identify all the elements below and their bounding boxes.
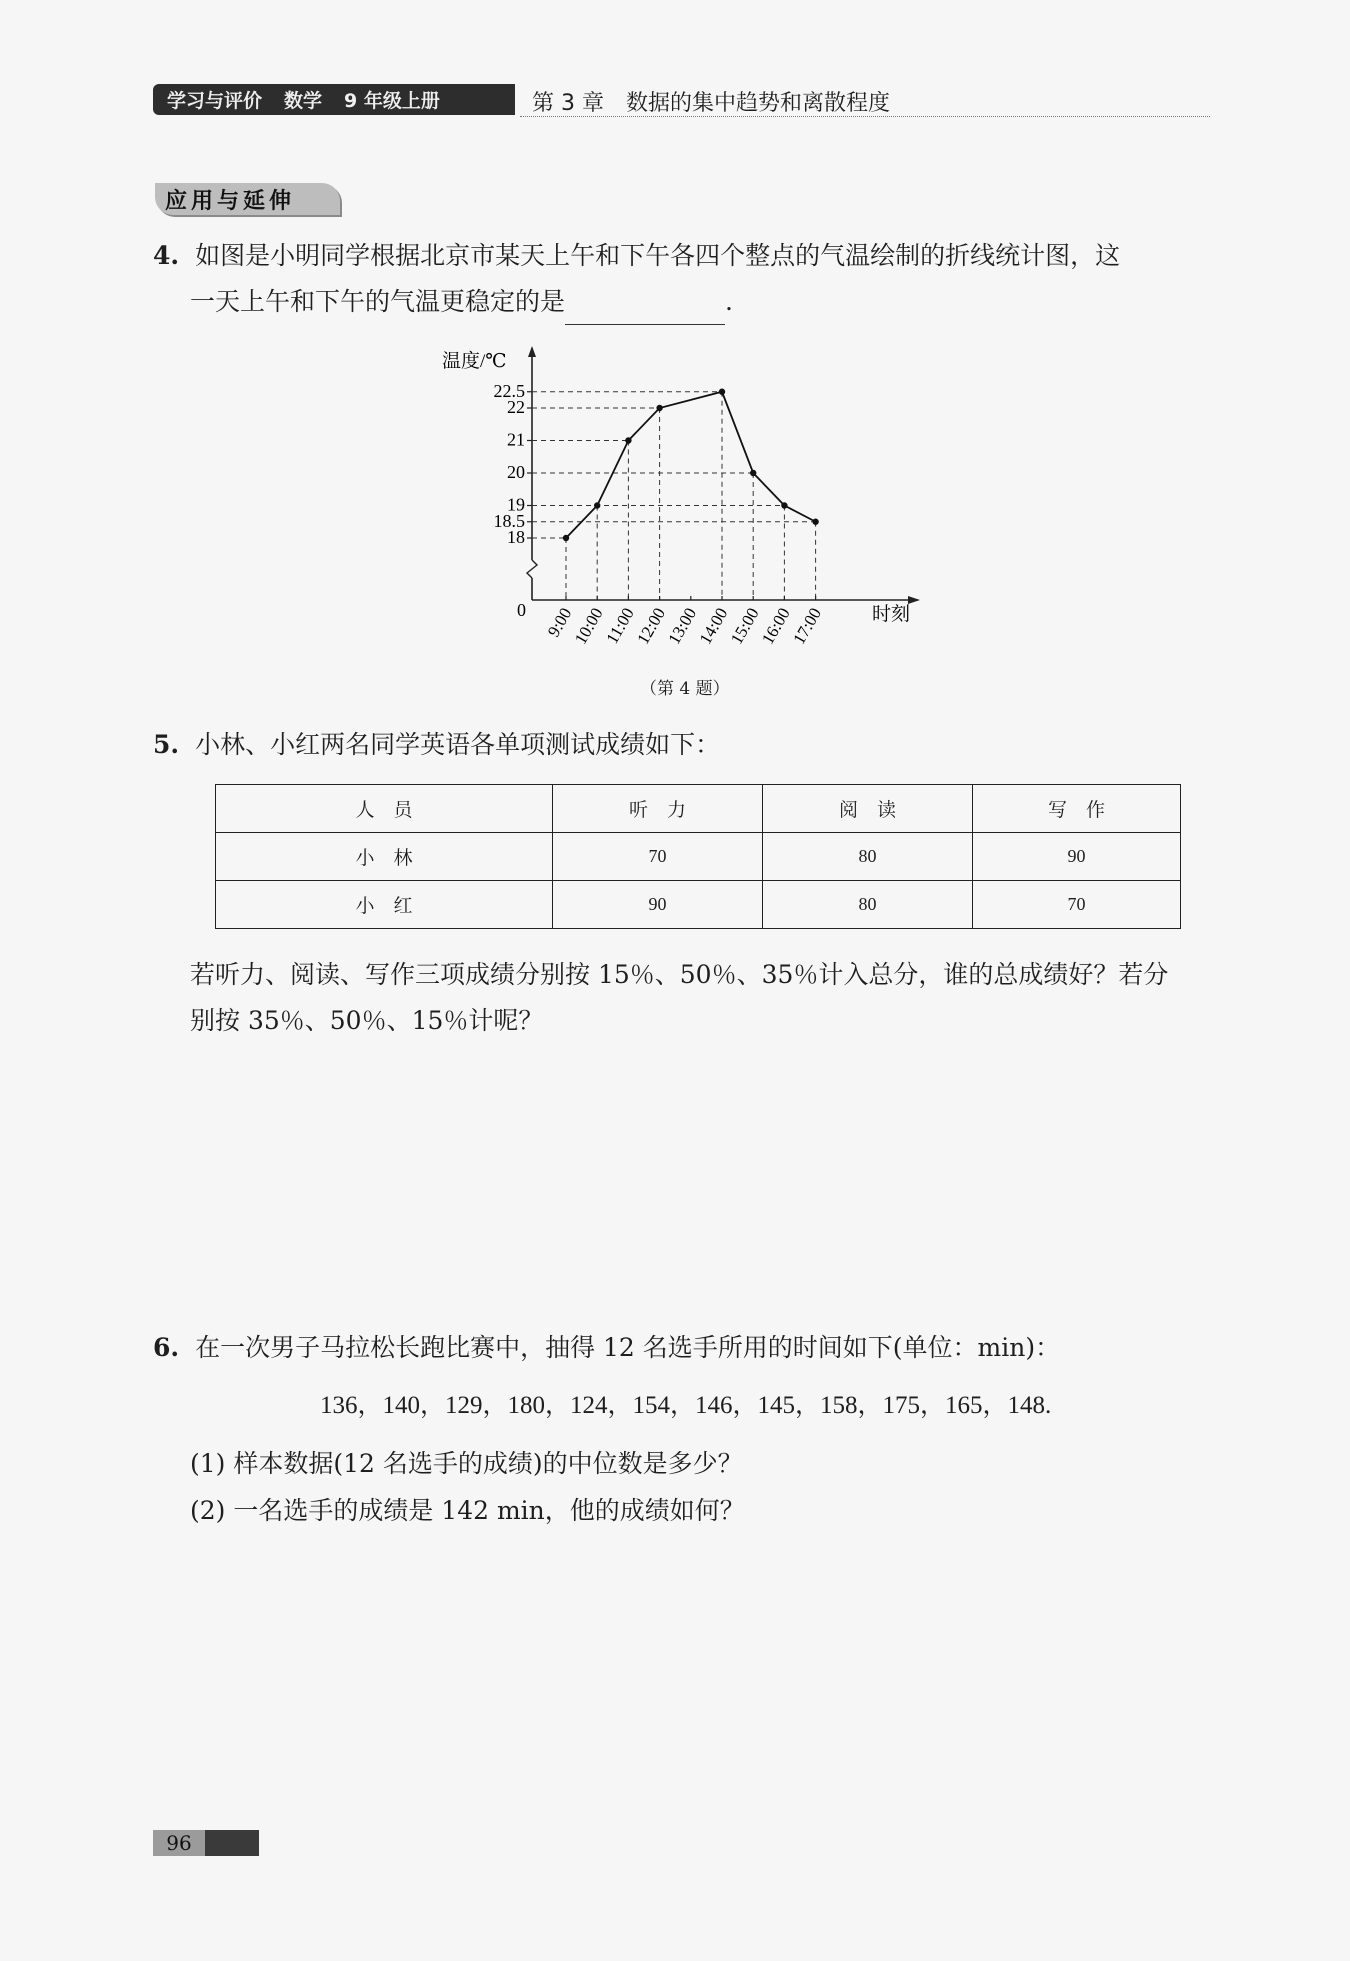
chart-y-axis-label: 温度/℃: [442, 351, 507, 372]
q6-intro: [153, 1325, 1060, 1371]
table-header-cell: 人 员: [216, 785, 553, 833]
y-tick-label: 18: [507, 527, 525, 547]
table-cell: 80: [763, 833, 973, 881]
table-header-row: [216, 785, 1181, 833]
q5-question-line1: 若听力、阅读、写作三项成绩分别按 15％、50％、35％计入总分，谁的总成绩好？若分: [190, 960, 1169, 989]
y-tick-label: 22: [507, 397, 525, 417]
header-series: 学习与评价: [167, 90, 263, 112]
temperature-series-line: [566, 392, 816, 538]
x-tick-label: 17:00: [789, 604, 826, 648]
q4-period: .: [725, 287, 733, 316]
y-tick-label: 19: [507, 494, 525, 515]
page-number: 96: [153, 1830, 205, 1856]
data-point: [719, 389, 725, 395]
q6-sub1: (1) 样本数据(12 名选手的成绩)的中位数是多少？: [190, 1449, 743, 1478]
q4-line2: [190, 279, 733, 325]
axis-break-mark: [527, 560, 537, 578]
x-tick-label: 11:00: [602, 604, 638, 647]
data-point: [812, 519, 818, 525]
q4-answer-blank[interactable]: [565, 296, 725, 325]
q6-intro-text: 在一次男子马拉松长跑比赛中，抽得 12 名选手所用的时间如下(单位：min)：: [195, 1333, 1061, 1362]
q6-sub2: (2) 一名选手的成绩是 142 min，他的成绩如何？: [190, 1496, 745, 1525]
table-cell-name: 小 林: [216, 833, 553, 881]
score-table: [215, 784, 1181, 929]
q5-number: 5.: [153, 730, 180, 759]
table-cell: 70: [553, 833, 763, 881]
x-tick-label: 13:00: [664, 604, 701, 648]
table-header-cell: 阅 读: [763, 785, 973, 833]
q5-intro: [153, 722, 720, 768]
x-tick-label: 12:00: [633, 604, 670, 648]
q6-data-line: 136，140，129，180，124，154，146，145，158，175，165，148.: [320, 1392, 1052, 1419]
q6-number: 6.: [153, 1333, 180, 1362]
y-tick-label: 22.5: [493, 380, 525, 401]
table-cell: 90: [553, 881, 763, 929]
q5-intro-text: 小林、小红两名同学英语各单项测试成绩如下：: [195, 730, 721, 759]
x-tick-label: 16:00: [758, 604, 794, 648]
data-point: [656, 405, 662, 411]
table-cell: 70: [973, 881, 1181, 929]
q4-line1: [153, 233, 1120, 279]
header-subject: 数学: [284, 90, 323, 112]
data-point: [594, 502, 600, 508]
x-tick-label: 9:00: [543, 604, 576, 641]
x-tick-label: 15:00: [726, 604, 763, 648]
data-point: [563, 535, 569, 541]
data-point: [750, 470, 756, 476]
x-tick-label: 14:00: [695, 604, 732, 648]
temperature-line-chart: [430, 340, 930, 680]
table-row: [216, 881, 1181, 929]
y-axis-arrow: [528, 346, 536, 357]
chart-x-axis-label: 时刻: [872, 604, 911, 625]
header-book-badge: [153, 84, 515, 115]
q4-figure-caption: （第 4 题）: [640, 679, 730, 699]
table-cell: 80: [763, 881, 973, 929]
x-tick-label: 10:00: [570, 604, 607, 648]
q4-number: 4.: [153, 241, 180, 270]
data-point: [781, 502, 787, 508]
q5-question-line2: 别按 35％、50％、15％计呢？: [190, 1006, 544, 1035]
y-tick-label: 18.5: [493, 510, 525, 531]
chart-origin-label: 0: [517, 600, 526, 620]
x-axis-arrow: [908, 596, 920, 604]
table-header-cell: 写 作: [973, 785, 1181, 833]
table-cell-name: 小 红: [216, 881, 553, 929]
table-header-cell: 听 力: [553, 785, 763, 833]
header-chapter: 第 3 章 数据的集中趋势和离散程度: [532, 91, 890, 116]
y-tick-label: 21: [507, 429, 525, 450]
section-banner: 应用与延伸: [155, 183, 340, 215]
q4-text-line2: 一天上午和下午的气温更稳定的是: [190, 287, 566, 316]
y-tick-label: 20: [507, 462, 525, 482]
data-point: [625, 437, 631, 443]
header-divider: [520, 116, 1210, 117]
header-grade: 9 年级上册: [344, 90, 440, 112]
table-cell: 90: [973, 833, 1181, 881]
table-row: [216, 833, 1181, 881]
q4-text-line1: 如图是小明同学根据北京市某天上午和下午各四个整点的气温绘制的折线统计图，这: [195, 241, 1121, 270]
